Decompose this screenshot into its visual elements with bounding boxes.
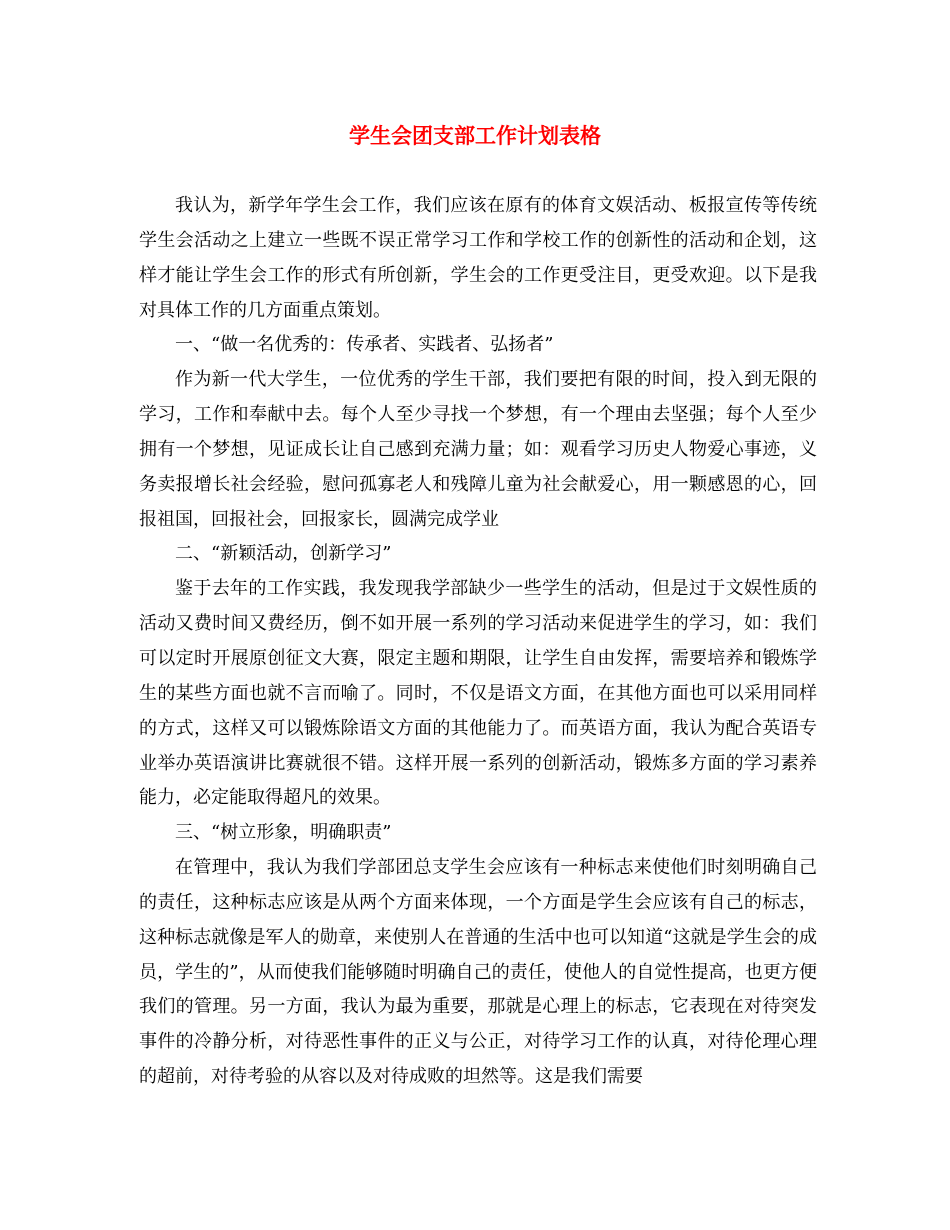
section-3-body: 在管理中，我认为我们学部团总支学生会应该有一种标志来使他们时刻明确自己的责任，这种标志应该是从两个方面来体现，一个方面是学生会应该有自己的标志，这种标志就像是军人的勋章，来使别人在普通的生活中也可以知道“这就是学生会的成员，学生的”，从而使我们能够随时明确自己的责任，使他人的自觉性提高，也更方便我们的管理。另一方面，我认为最为重要，那就是心理上的标志，它表现在对待突发事件的冷静分析，对待恶性事件的正义与公正，对待学习工作的认真，对待伦理心理的超前，对待考验的从容以及对待成败的坦然等。这是我们需要 xyxy=(139,857,817,1088)
intro-paragraph: 我认为，新学年学生会工作，我们应该在原有的体育文娱活动、板报宣传等传统学生会活动之上建立一些既不误正常学习工作和学校工作的创新性的活动和企划，这样才能让学生会工作的形式有所创新，学生会的工作更受注目，更受欢迎。以下是我对具体工作的几方面重点策划。 xyxy=(139,195,817,321)
section-1-body: 作为新一代大学生，一位优秀的学生干部，我们要把有限的时间，投入到无限的学习，工作和奉献中去。每个人至少寻找一个梦想，有一个理由去坚强；每个人至少拥有一个梦想，见证成长让自己感到充满力量；如：观看学习历史人物爱心事迹，义务卖报增长社会经验，慰问孤寡老人和残障儿童为社会献爱心，用一颗感恩的心，回报祖国，回报社会，回报家长，圆满完成学业 xyxy=(139,369,817,530)
page-title: 学生会团支部工作计划表格 xyxy=(349,123,601,148)
section-2-body: 鉴于去年的工作实践，我发现我学部缺少一些学生的活动，但是过于文娱性质的活动又费时间又费经历，倒不如开展一系列的学习活动来促进学生的学习，如：我们可以定时开展原创征文大赛，限定主题和期限，让学生自由发挥，需要培养和锻炼学生的某些方面也就不言而喻了。同时，不仅是语文方面，在其他方面也可以采用同样的方式，这样又可以锻炼除语文方面的其他能力了。而英语方面，我认为配合英语专业举办英语演讲比赛就很不错。这样开展一系列的创新活动，锻炼多方面的学习素养能力，必定能取得超凡的效果。 xyxy=(139,578,817,809)
section-3-heading: 三、“树立形象，明确职责” xyxy=(175,822,392,844)
document-body xyxy=(139,189,817,1095)
section-2-heading: 二、“新颖活动，创新学习” xyxy=(175,543,392,565)
section-1-heading: 一、“做一名优秀的：传承者、实践者、弘扬者” xyxy=(175,334,554,356)
